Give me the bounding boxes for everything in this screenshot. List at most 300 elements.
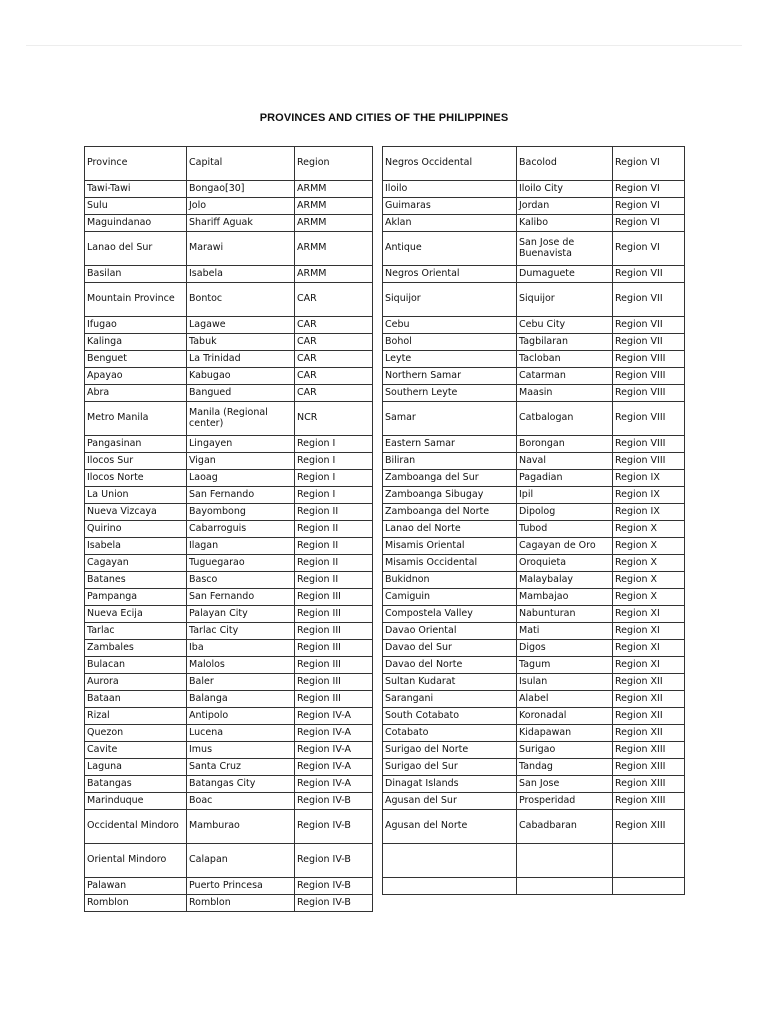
right-table-capital-cell: Malaybalay: [517, 572, 613, 589]
left-table-region-cell: CAR: [295, 283, 373, 317]
left-table-province-cell: Occidental Mindoro: [85, 810, 187, 844]
right-table-region-cell: Region XI: [613, 606, 685, 623]
right-table-capital-cell: Tagbilaran: [517, 334, 613, 351]
right-table-capital-cell: Kidapawan: [517, 725, 613, 742]
right-table-capital-cell: Iloilo City: [517, 181, 613, 198]
left-table-province-cell: Batangas: [85, 776, 187, 793]
left-table-province-cell: Bataan: [85, 691, 187, 708]
left-table-province-cell: Rizal: [85, 708, 187, 725]
left-table-province-cell: Abra: [85, 385, 187, 402]
right-table-capital-cell: Siquijor: [517, 283, 613, 317]
right-table-region-cell: Region XII: [613, 708, 685, 725]
left-table-capital-cell: Shariff Aguak: [187, 215, 295, 232]
right-table-region-cell: Region IX: [613, 470, 685, 487]
right-table-province-cell: Compostela Valley: [383, 606, 517, 623]
right-table-capital-cell: Cabadbaran: [517, 810, 613, 844]
right-table-capital-cell: Mati: [517, 623, 613, 640]
left-table-row: [85, 691, 373, 708]
right-table-capital-cell: Koronadal: [517, 708, 613, 725]
left-table-row: [85, 283, 373, 317]
right-table-capital-cell: Tacloban: [517, 351, 613, 368]
left-table-region-cell: Region I: [295, 453, 373, 470]
right-table-province-cell: Surigao del Norte: [383, 742, 517, 759]
right-table-capital-cell: Catarman: [517, 368, 613, 385]
right-table-row: [383, 810, 685, 844]
right-table-row: [383, 436, 685, 453]
left-table-province-cell: Isabela: [85, 538, 187, 555]
right-table-capital-cell: Tubod: [517, 521, 613, 538]
right-table-region-cell: Region VI: [613, 181, 685, 198]
left-table-capital-cell: Romblon: [187, 895, 295, 912]
right-table-row: [383, 759, 685, 776]
left-table-row: [85, 453, 373, 470]
left-table-province-cell: Cavite: [85, 742, 187, 759]
right-table-region-cell: Region VII: [613, 283, 685, 317]
right-table-region-cell: Region VI: [613, 198, 685, 215]
right-table-capital-cell: Borongan: [517, 436, 613, 453]
left-table-capital-cell: Palayan City: [187, 606, 295, 623]
left-table-province-cell: Nueva Ecija: [85, 606, 187, 623]
left-table-row: [85, 436, 373, 453]
right-table-region-cell: Region VII: [613, 317, 685, 334]
left-table-capital-cell: Tuguegarao: [187, 555, 295, 572]
left-table-province-cell: Pangasinan: [85, 436, 187, 453]
right-table-capital-cell: [517, 878, 613, 895]
right-table-province-cell: Southern Leyte: [383, 385, 517, 402]
right-table-province-cell: Surigao del Sur: [383, 759, 517, 776]
left-table-capital-cell: San Fernando: [187, 589, 295, 606]
right-table-row: [383, 215, 685, 232]
left-table-region-cell: ARMM: [295, 232, 373, 266]
left-table-capital-cell: La Trinidad: [187, 351, 295, 368]
left-table-row: [85, 351, 373, 368]
left-table-row: [85, 657, 373, 674]
left-table-row: [85, 878, 373, 895]
right-table-province-cell: Dinagat Islands: [383, 776, 517, 793]
left-table-region-cell: Region III: [295, 623, 373, 640]
left-table-region-cell: ARMM: [295, 198, 373, 215]
right-table-row: [383, 232, 685, 266]
right-table-capital-cell: Surigao: [517, 742, 613, 759]
right-table-capital-cell: San Jose de Buenavista: [517, 232, 613, 266]
left-table-row: [85, 487, 373, 504]
left-table-row: [85, 793, 373, 810]
right-table-region-cell: Region XIII: [613, 742, 685, 759]
left-table-row: [85, 504, 373, 521]
left-table-capital-cell: Jolo: [187, 198, 295, 215]
left-table-region-cell: Region III: [295, 691, 373, 708]
right-table-province-cell: Eastern Samar: [383, 436, 517, 453]
right-table-region-cell: Region VII: [613, 334, 685, 351]
left-table-row: [85, 606, 373, 623]
left-table-capital-cell: Ilagan: [187, 538, 295, 555]
left-table-row: [85, 334, 373, 351]
right-table-capital-cell: [517, 844, 613, 878]
right-table-row: [383, 691, 685, 708]
right-table-province-cell: Negros Oriental: [383, 266, 517, 283]
left-table-region-cell: Region IV-A: [295, 725, 373, 742]
right-table-capital-cell: Tandag: [517, 759, 613, 776]
left-table-capital-cell: Santa Cruz: [187, 759, 295, 776]
left-table-region-cell: CAR: [295, 351, 373, 368]
left-table-province-cell: Quirino: [85, 521, 187, 538]
right-table-row: [383, 487, 685, 504]
left-table-row: [85, 810, 373, 844]
right-table-region-cell: Region VIII: [613, 402, 685, 436]
right-table-region-cell: Region VIII: [613, 453, 685, 470]
right-table-row: [383, 572, 685, 589]
right-table-province-cell: Biliran: [383, 453, 517, 470]
right-table-row: [383, 283, 685, 317]
left-table-capital-cell: Bongao[30]: [187, 181, 295, 198]
left-table-region-cell: Region: [295, 147, 373, 181]
left-table-province-cell: Palawan: [85, 878, 187, 895]
left-table-row: [85, 572, 373, 589]
left-table-row: [85, 725, 373, 742]
left-table-row: [85, 232, 373, 266]
right-table-region-cell: Region VI: [613, 147, 685, 181]
right-table-province-cell: Sarangani: [383, 691, 517, 708]
right-table-province-cell: Samar: [383, 402, 517, 436]
right-table-row: [383, 708, 685, 725]
right-table-capital-cell: Maasin: [517, 385, 613, 402]
right-table-region-cell: Region X: [613, 555, 685, 572]
right-table-region-cell: Region VII: [613, 266, 685, 283]
left-table-row: [85, 402, 373, 436]
right-table-capital-cell: Dumaguete: [517, 266, 613, 283]
right-table-row: [383, 198, 685, 215]
left-table-region-cell: Region IV-A: [295, 759, 373, 776]
left-table-row: [85, 895, 373, 912]
left-table-capital-cell: San Fernando: [187, 487, 295, 504]
left-table-capital-cell: Imus: [187, 742, 295, 759]
right-table-capital-cell: Tagum: [517, 657, 613, 674]
left-table-row: [85, 266, 373, 283]
left-table-province-cell: Tawi-Tawi: [85, 181, 187, 198]
right-table-capital-cell: Cebu City: [517, 317, 613, 334]
left-table-region-cell: Region IV-A: [295, 776, 373, 793]
left-table-region-cell: Region IV-B: [295, 810, 373, 844]
left-table-province-cell: La Union: [85, 487, 187, 504]
left-table-capital-cell: Lingayen: [187, 436, 295, 453]
left-table-province-cell: Bulacan: [85, 657, 187, 674]
right-table-capital-cell: Isulan: [517, 674, 613, 691]
left-table-region-cell: CAR: [295, 368, 373, 385]
right-table-province-cell: Misamis Occidental: [383, 555, 517, 572]
right-table-province-cell: Davao Oriental: [383, 623, 517, 640]
left-table-capital-cell: Kabugao: [187, 368, 295, 385]
right-table-capital-cell: Nabunturan: [517, 606, 613, 623]
left-table-row: [85, 198, 373, 215]
left-table-row: [85, 776, 373, 793]
left-table-row: [85, 521, 373, 538]
left-table-row: [85, 674, 373, 691]
left-table-region-cell: Region III: [295, 640, 373, 657]
left-table-region-cell: ARMM: [295, 215, 373, 232]
left-table-region-cell: Region IV-B: [295, 793, 373, 810]
right-table-province-cell: Negros Occidental: [383, 147, 517, 181]
right-table-capital-cell: Alabel: [517, 691, 613, 708]
left-table-capital-cell: Balanga: [187, 691, 295, 708]
right-table-region-cell: Region XIII: [613, 776, 685, 793]
right-table-province-cell: Aklan: [383, 215, 517, 232]
left-table-region-cell: Region IV-A: [295, 708, 373, 725]
right-table-region-cell: Region VIII: [613, 368, 685, 385]
right-table-region-cell: Region VIII: [613, 385, 685, 402]
left-table-region-cell: Region III: [295, 589, 373, 606]
provinces-table-right: [382, 146, 685, 895]
right-table-region-cell: Region XII: [613, 725, 685, 742]
left-table-capital-cell: Antipolo: [187, 708, 295, 725]
left-table-region-cell: Region II: [295, 538, 373, 555]
left-table-capital-cell: Marawi: [187, 232, 295, 266]
document-title: PROVINCES AND CITIES OF THE PHILIPPINES: [259, 112, 509, 124]
left-table-region-cell: Region III: [295, 674, 373, 691]
left-table-province-cell: Basilan: [85, 266, 187, 283]
right-table-row: [383, 266, 685, 283]
left-table-capital-cell: Bangued: [187, 385, 295, 402]
right-table-province-cell: Zamboanga Sibugay: [383, 487, 517, 504]
left-table-capital-cell: Capital: [187, 147, 295, 181]
left-table-row: [85, 640, 373, 657]
right-table-province-cell: Northern Samar: [383, 368, 517, 385]
left-table-province-cell: Tarlac: [85, 623, 187, 640]
right-table-province-cell: South Cotabato: [383, 708, 517, 725]
right-table-province-cell: Camiguin: [383, 589, 517, 606]
left-table-region-cell: Region I: [295, 436, 373, 453]
right-table-capital-cell: Ipil: [517, 487, 613, 504]
left-table-row: [85, 589, 373, 606]
right-table-province-cell: Misamis Oriental: [383, 538, 517, 555]
left-table-capital-cell: Manila (Regional center): [187, 402, 295, 436]
left-table-region-cell: Region I: [295, 487, 373, 504]
left-table-province-cell: Kalinga: [85, 334, 187, 351]
left-table-province-cell: Ilocos Sur: [85, 453, 187, 470]
left-table-province-cell: Oriental Mindoro: [85, 844, 187, 878]
right-table-capital-cell: Kalibo: [517, 215, 613, 232]
right-table-province-cell: Siquijor: [383, 283, 517, 317]
right-table-row: [383, 317, 685, 334]
right-table-row: [383, 589, 685, 606]
right-table-region-cell: Region X: [613, 521, 685, 538]
left-table-row: [85, 555, 373, 572]
left-table-province-cell: Maguindanao: [85, 215, 187, 232]
left-table-province-cell: Cagayan: [85, 555, 187, 572]
left-table-capital-cell: Batangas City: [187, 776, 295, 793]
left-table-capital-cell: Tarlac City: [187, 623, 295, 640]
left-table-region-cell: NCR: [295, 402, 373, 436]
left-table-row: [85, 759, 373, 776]
right-table-province-cell: [383, 844, 517, 878]
right-table-row: [383, 657, 685, 674]
left-table-region-cell: Region IV-B: [295, 878, 373, 895]
right-table-row: [383, 385, 685, 402]
left-table-region-cell: CAR: [295, 317, 373, 334]
left-table-province-cell: Metro Manila: [85, 402, 187, 436]
left-table-province-cell: Aurora: [85, 674, 187, 691]
right-table-province-cell: Antique: [383, 232, 517, 266]
right-table-province-cell: Zamboanga del Sur: [383, 470, 517, 487]
left-table-capital-cell: Isabela: [187, 266, 295, 283]
left-table-capital-cell: Vigan: [187, 453, 295, 470]
right-table-region-cell: Region VI: [613, 215, 685, 232]
left-table-row: [85, 742, 373, 759]
right-table-region-cell: Region XII: [613, 674, 685, 691]
left-table-province-cell: Pampanga: [85, 589, 187, 606]
left-table-row: [85, 538, 373, 555]
right-table-region-cell: Region IX: [613, 487, 685, 504]
left-table-province-cell: Lanao del Sur: [85, 232, 187, 266]
left-table-capital-cell: Calapan: [187, 844, 295, 878]
right-table-row: [383, 606, 685, 623]
left-table-province-cell: Laguna: [85, 759, 187, 776]
right-table-capital-cell: Oroquieta: [517, 555, 613, 572]
left-table-capital-cell: Puerto Princesa: [187, 878, 295, 895]
left-table-province-cell: Ilocos Norte: [85, 470, 187, 487]
right-table-capital-cell: Cagayan de Oro: [517, 538, 613, 555]
right-table-row: [383, 504, 685, 521]
right-table-row: [383, 402, 685, 436]
right-table-region-cell: Region XI: [613, 623, 685, 640]
right-table-province-cell: Zamboanga del Norte: [383, 504, 517, 521]
left-table-capital-cell: Basco: [187, 572, 295, 589]
right-table-row: [383, 538, 685, 555]
left-table-region-cell: ARMM: [295, 181, 373, 198]
left-table-province-cell: Apayao: [85, 368, 187, 385]
left-table-region-cell: Region III: [295, 657, 373, 674]
left-table-region-cell: Region III: [295, 606, 373, 623]
right-table-row: [383, 844, 685, 878]
left-table-province-cell: Ifugao: [85, 317, 187, 334]
left-table-capital-cell: Baler: [187, 674, 295, 691]
right-table-row: [383, 674, 685, 691]
right-table-capital-cell: Digos: [517, 640, 613, 657]
right-table-province-cell: Iloilo: [383, 181, 517, 198]
right-table-province-cell: [383, 878, 517, 895]
right-table-region-cell: [613, 844, 685, 878]
left-table-row: [85, 708, 373, 725]
left-table-row: [85, 181, 373, 198]
left-table-row: [85, 623, 373, 640]
left-table-capital-cell: Bontoc: [187, 283, 295, 317]
right-table-row: [383, 368, 685, 385]
right-table-row: [383, 555, 685, 572]
left-table-capital-cell: Mamburao: [187, 810, 295, 844]
right-table-capital-cell: Jordan: [517, 198, 613, 215]
right-table-row: [383, 742, 685, 759]
right-table-region-cell: Region VIII: [613, 351, 685, 368]
left-table-province-cell: Nueva Vizcaya: [85, 504, 187, 521]
left-table-province-cell: Mountain Province: [85, 283, 187, 317]
left-table-region-cell: Region IV-B: [295, 844, 373, 878]
right-table-row: [383, 623, 685, 640]
left-table-row: [85, 215, 373, 232]
right-table-row: [383, 470, 685, 487]
right-table-province-cell: Sultan Kudarat: [383, 674, 517, 691]
right-table-capital-cell: Catbalogan: [517, 402, 613, 436]
left-table-capital-cell: Lagawe: [187, 317, 295, 334]
left-table-row: [85, 317, 373, 334]
right-table-region-cell: Region XI: [613, 657, 685, 674]
page-top-divider: [26, 45, 742, 46]
left-table-province-cell: Sulu: [85, 198, 187, 215]
left-table-region-cell: CAR: [295, 334, 373, 351]
right-table-capital-cell: Pagadian: [517, 470, 613, 487]
right-table-capital-cell: Prosperidad: [517, 793, 613, 810]
right-table-capital-cell: San Jose: [517, 776, 613, 793]
right-table-row: [383, 334, 685, 351]
left-table-row: [85, 844, 373, 878]
right-table-region-cell: Region VI: [613, 232, 685, 266]
right-table-capital-cell: Dipolog: [517, 504, 613, 521]
provinces-table-left: [84, 146, 373, 912]
right-table-row: [383, 453, 685, 470]
right-table-province-cell: Agusan del Sur: [383, 793, 517, 810]
right-table-row: [383, 878, 685, 895]
right-table-region-cell: Region X: [613, 572, 685, 589]
right-table-region-cell: Region X: [613, 538, 685, 555]
right-table-region-cell: Region VIII: [613, 436, 685, 453]
right-table-province-cell: Lanao del Norte: [383, 521, 517, 538]
right-table-row: [383, 793, 685, 810]
left-table-row: [85, 470, 373, 487]
right-table-province-cell: Bohol: [383, 334, 517, 351]
left-table-region-cell: CAR: [295, 385, 373, 402]
left-table-province-cell: Province: [85, 147, 187, 181]
left-table-region-cell: Region IV-B: [295, 895, 373, 912]
left-table-province-cell: Zambales: [85, 640, 187, 657]
left-table-region-cell: Region II: [295, 504, 373, 521]
left-table-region-cell: Region II: [295, 521, 373, 538]
right-table-province-cell: Guimaras: [383, 198, 517, 215]
left-table-capital-cell: Iba: [187, 640, 295, 657]
left-table-row: [85, 368, 373, 385]
left-table-region-cell: Region I: [295, 470, 373, 487]
left-table-capital-cell: Malolos: [187, 657, 295, 674]
left-table-capital-cell: Lucena: [187, 725, 295, 742]
right-table-province-cell: Agusan del Norte: [383, 810, 517, 844]
left-table-region-cell: Region IV-A: [295, 742, 373, 759]
right-table-province-cell: Cebu: [383, 317, 517, 334]
left-table-province-cell: Marinduque: [85, 793, 187, 810]
right-table-capital-cell: Bacolod: [517, 147, 613, 181]
right-table-row: [383, 725, 685, 742]
left-table-province-cell: Batanes: [85, 572, 187, 589]
right-table-capital-cell: Mambajao: [517, 589, 613, 606]
left-table-row: [85, 385, 373, 402]
left-table-capital-cell: Bayombong: [187, 504, 295, 521]
left-table-capital-cell: Laoag: [187, 470, 295, 487]
right-table-region-cell: Region XIII: [613, 759, 685, 776]
right-table-row: [383, 521, 685, 538]
left-table-row: [85, 147, 373, 181]
right-table-row: [383, 640, 685, 657]
right-table-region-cell: [613, 878, 685, 895]
left-table-province-cell: Benguet: [85, 351, 187, 368]
right-table-capital-cell: Naval: [517, 453, 613, 470]
right-table-region-cell: Region X: [613, 589, 685, 606]
right-table-province-cell: Davao del Norte: [383, 657, 517, 674]
left-table-capital-cell: Tabuk: [187, 334, 295, 351]
right-table-region-cell: Region XII: [613, 691, 685, 708]
right-table-province-cell: Leyte: [383, 351, 517, 368]
left-table-capital-cell: Boac: [187, 793, 295, 810]
right-table-province-cell: Bukidnon: [383, 572, 517, 589]
left-table-province-cell: Romblon: [85, 895, 187, 912]
left-table-capital-cell: Cabarroguis: [187, 521, 295, 538]
right-table-region-cell: Region XI: [613, 640, 685, 657]
right-table-row: [383, 776, 685, 793]
